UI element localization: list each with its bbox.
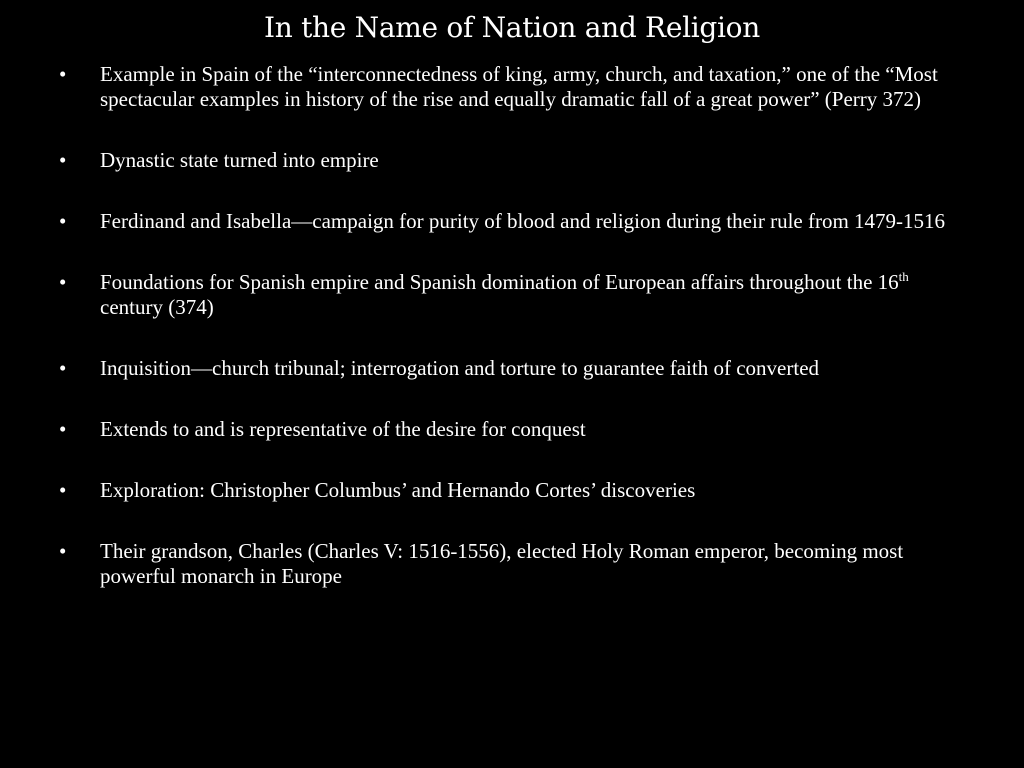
bullet-item xyxy=(0,148,1024,173)
bullet-text: Exploration: Christopher Columbus’ and Hernando Cortes’ discoveries xyxy=(100,478,696,502)
bullet-dot-icon: • xyxy=(59,209,67,233)
bullet-dot-icon: • xyxy=(59,62,67,86)
bullet-dot-icon: • xyxy=(59,539,67,563)
bullet-item xyxy=(0,209,1024,234)
bullet-dot-icon: • xyxy=(59,148,67,172)
bullet-dot-icon: • xyxy=(59,417,67,441)
bullet-item xyxy=(0,62,1024,112)
bullet-list xyxy=(0,62,1024,625)
bullet-text: Inquisition—church tribunal; interrogation and torture to guarantee faith of converted xyxy=(100,356,820,380)
bullet-item xyxy=(0,539,1024,589)
bullet-item xyxy=(0,478,1024,503)
bullet-text xyxy=(100,270,909,319)
bullet-item xyxy=(0,417,1024,442)
bullet-dot-icon: • xyxy=(59,356,67,380)
bullet-text: Their grandson, Charles (Charles V: 1516-1556), elected Holy Roman emperor, becoming most powerful monarch in Europe xyxy=(100,539,904,588)
bullet-text: Example in Spain of the “interconnectedness of king, army, church, and taxation,” one of the “Most spectacular examples in history of the rise and equally dramatic fall of a great power” (Perry 372) xyxy=(100,62,938,111)
bullet-dot-icon: • xyxy=(59,478,67,502)
bullet-text: Extends to and is representative of the desire for conquest xyxy=(100,417,586,441)
bullet-text: Ferdinand and Isabella—campaign for purity of blood and religion during their rule from 1479-1516 xyxy=(100,209,946,233)
slide-title: In the Name of Nation and Religion xyxy=(264,11,760,44)
bullet-item xyxy=(0,356,1024,381)
bullet-dot-icon: • xyxy=(59,270,67,294)
bullet-item xyxy=(0,270,1024,320)
bullet-text: Dynastic state turned into empire xyxy=(100,148,379,172)
ordinal-superscript: th xyxy=(898,269,909,284)
bullet-text-main: Foundations for Spanish empire and Spanish domination of European affairs throughout the 16 xyxy=(100,270,899,294)
bullet-text-tail: century (374) xyxy=(100,295,214,319)
